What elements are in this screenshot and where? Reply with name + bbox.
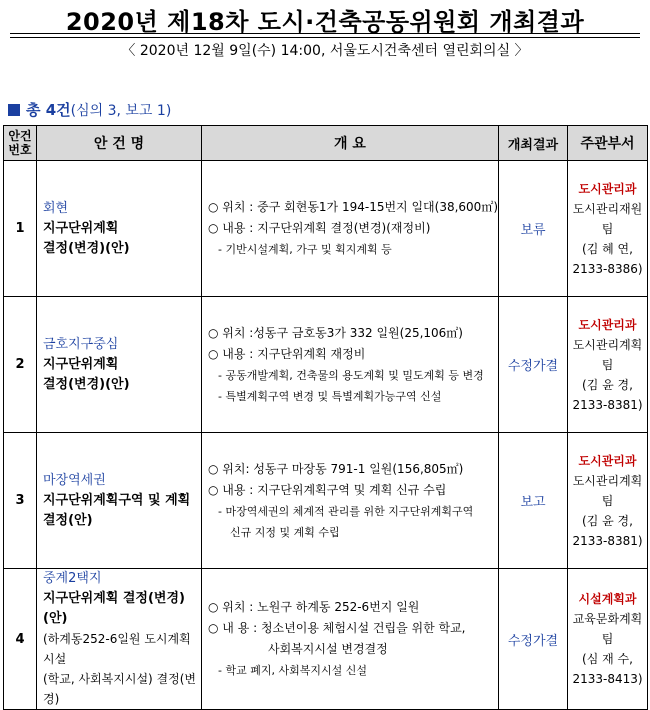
overview-cell <box>202 433 499 569</box>
dept-person: (김 윤 경, <box>582 513 633 528</box>
agenda-name-extra: (학교, 사회복지시설) 결정(변경) <box>43 672 197 706</box>
header-result: 개최결과 <box>499 126 568 161</box>
overview-detail: - 기반시설계획, 가구 및 획지계획 등 <box>218 243 392 256</box>
agenda-name-line: 지구단위계획구역 및 계획 <box>43 492 191 508</box>
overview-line: ○ 내용 : 지구단위계획 결정(변경)(재정비) <box>208 221 431 235</box>
dept-cell <box>568 161 648 297</box>
meeting-info: 〈 2020년 12월 9일(수) 14:00, 서울도시건축센터 열린회의실 〉 <box>121 43 529 59</box>
agenda-name-cell <box>37 569 202 710</box>
agenda-name-line: 지구단위계획 <box>43 220 119 236</box>
dept-person: (김 혜 연, <box>582 241 633 256</box>
agenda-summary <box>8 99 171 120</box>
title-divider <box>10 33 640 38</box>
agenda-name-cell <box>37 297 202 433</box>
dept-phone: 2133-8413) <box>572 672 643 686</box>
dept-team: 도시관리계획팀 <box>572 473 643 508</box>
overview-line: ○ 위치 : 노원구 하계동 252-6번지 일원 <box>208 600 420 614</box>
dept-team: 도시관리재원팀 <box>572 201 643 236</box>
dept-phone: 2133-8386) <box>572 261 643 276</box>
overview-detail: - 마장역세권의 체계적 관리를 위한 지구단위계획구역 <box>218 504 474 518</box>
table-row <box>4 433 648 569</box>
dept-cell <box>568 297 648 433</box>
header-agenda-no-line2: 번호 <box>8 143 32 157</box>
dept-name: 시설계획과 <box>578 592 637 606</box>
result-status: 보고 <box>499 433 568 569</box>
header-overview: 개 요 <box>202 126 499 161</box>
header-agenda-name: 안 건 명 <box>37 126 202 161</box>
page-title: 2020년 제18차 도시·건축공동위원회 개최결과 <box>65 8 585 36</box>
table-row <box>4 297 648 433</box>
overview-cell <box>202 297 499 433</box>
agenda-place: 금호지구중심 <box>43 336 119 352</box>
agenda-name-line: 결정(안) <box>43 512 93 528</box>
dept-person: (김 윤 경, <box>582 377 633 392</box>
agenda-name-cell <box>37 433 202 569</box>
dept-team: 도시관리계획팀 <box>572 337 643 372</box>
dept-cell <box>568 433 648 569</box>
agenda-number: 1 <box>4 161 37 297</box>
header-agenda-no <box>4 126 37 161</box>
overview-line: ○ 내용 : 지구단위계획 재정비 <box>208 346 366 361</box>
agenda-name-extra: (하계동252-6일원 도시계획시설 <box>43 632 191 666</box>
table-row <box>4 569 648 710</box>
agenda-place: 중계2택지 <box>43 571 102 586</box>
overview-detail: - 공동개발계획, 건축물의 용도계획 및 밀도계획 등 변경 <box>218 368 484 382</box>
dept-phone: 2133-8381) <box>572 533 643 548</box>
dept-team: 교육문화계획팀 <box>572 612 643 646</box>
agenda-name-cell <box>37 161 202 297</box>
overview-line: ○ 내용 : 지구단위계획구역 및 계획 신규 수립 <box>208 482 447 497</box>
agenda-number: 2 <box>4 297 37 433</box>
header-agenda-no-line1: 안건 <box>8 129 32 143</box>
result-status: 수정가결 <box>499 297 568 433</box>
agenda-place: 마장역세권 <box>43 472 106 488</box>
agenda-number: 3 <box>4 433 37 569</box>
agenda-name-line: 지구단위계획 결정(변경)(안) <box>43 591 185 626</box>
dept-cell <box>568 569 648 710</box>
dept-person: (심 재 수, <box>582 652 633 666</box>
dept-name: 도시관리과 <box>578 181 637 196</box>
result-status: 보류 <box>499 161 568 297</box>
table-row <box>4 161 648 297</box>
dept-name: 도시관리과 <box>578 453 637 468</box>
results-table <box>3 125 648 710</box>
overview-line: ○ 위치 : 중구 회현동1가 194-15번지 일대(38,600㎡) <box>208 200 498 214</box>
agenda-place: 회현 <box>43 200 69 216</box>
agenda-name-line: 지구단위계획 <box>43 356 119 372</box>
summary-detail: (심의 3, 보고 1) <box>70 103 172 119</box>
summary-label: 총 4건 <box>26 101 71 119</box>
dept-name: 도시관리과 <box>578 317 637 332</box>
overview-detail: 신규 지정 및 계획 수립 <box>230 525 340 539</box>
overview-detail: - 학교 폐지, 사회복지시설 신설 <box>218 664 367 677</box>
header-dept: 주관부서 <box>568 126 648 161</box>
overview-detail: - 특별계획구역 변경 및 특별계획가능구역 신설 <box>218 389 442 403</box>
overview-cell <box>202 569 499 710</box>
overview-line: ○ 내 용 : 청소년이용 체험시설 건립을 위한 학교, <box>208 621 466 635</box>
agenda-name-line: 결정(변경)(안) <box>43 376 130 392</box>
overview-cell <box>202 161 499 297</box>
result-status: 수정가결 <box>499 569 568 710</box>
dept-phone: 2133-8381) <box>572 397 643 412</box>
overview-line: 사회복지시설 변경결정 <box>268 642 388 656</box>
square-bullet-icon <box>8 104 20 116</box>
overview-line: ○ 위치 :성동구 금호동3가 332 일원(25,106㎡) <box>208 325 463 340</box>
agenda-number: 4 <box>4 569 37 710</box>
agenda-name-line: 결정(변경)(안) <box>43 240 130 256</box>
table-header-row <box>4 126 648 161</box>
overview-line: ○ 위치: 성동구 마장동 791-1 일원(156,805㎡) <box>208 461 464 476</box>
